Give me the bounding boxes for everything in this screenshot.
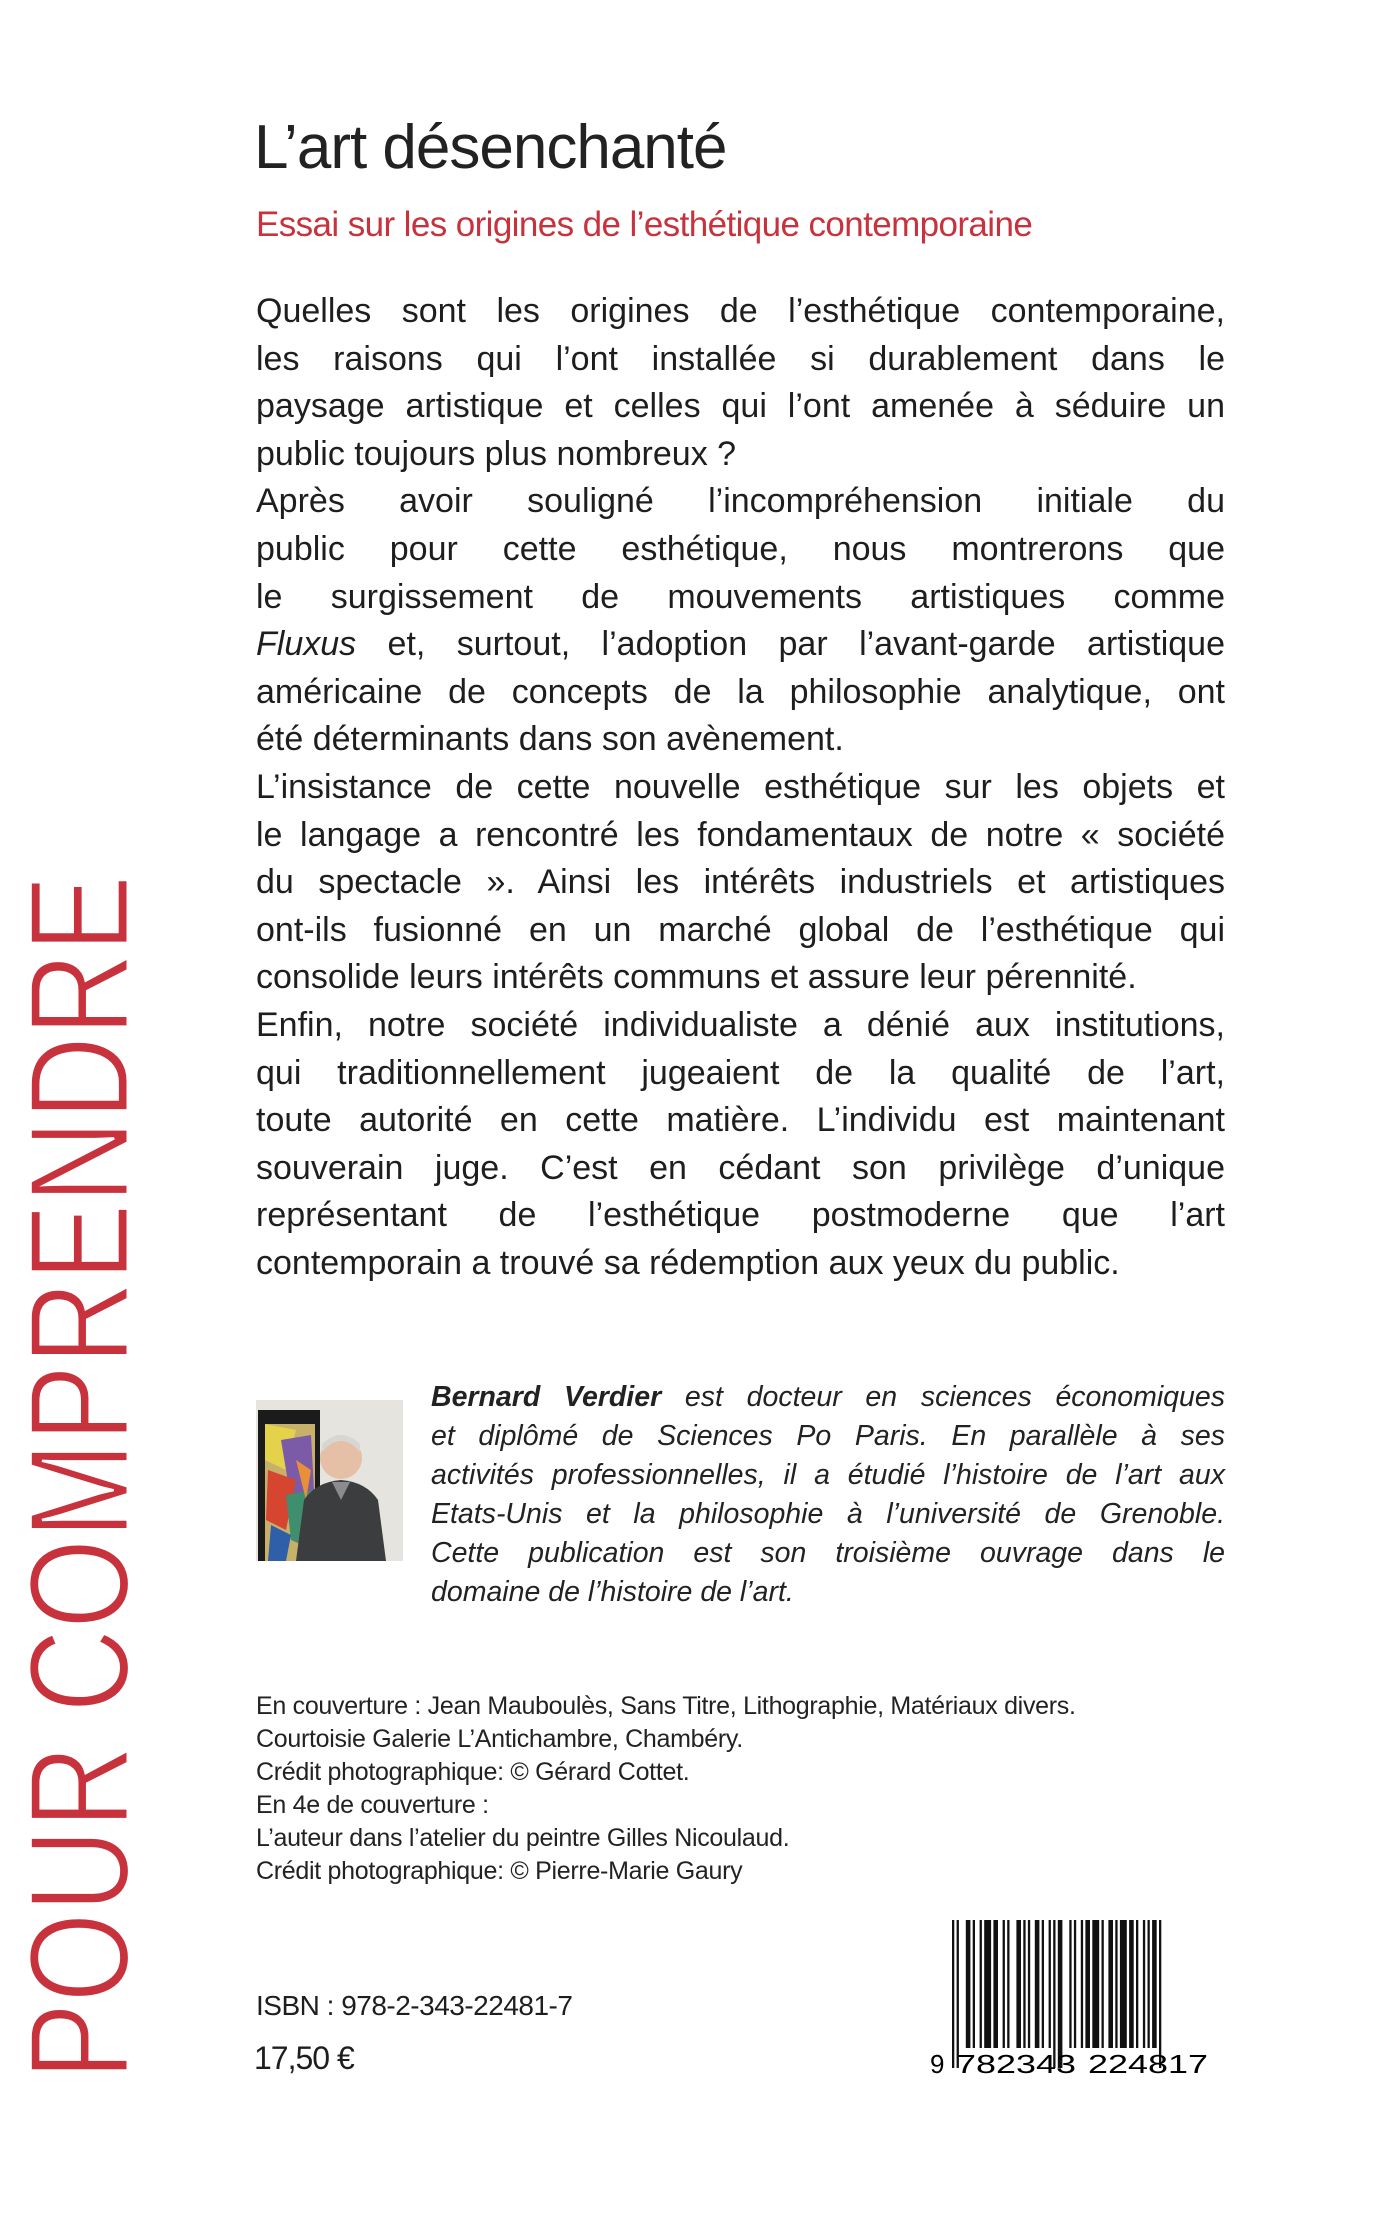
isbn: ISBN : 978-2-343-22481-7 xyxy=(256,1990,573,2021)
author-bio-line xyxy=(431,1417,1225,1456)
barcode-bar xyxy=(1074,1920,1076,2048)
author-bio-line xyxy=(431,1378,1225,1417)
barcode-bar xyxy=(1053,1920,1055,2068)
blurb-line xyxy=(256,1192,1225,1240)
author-bio-text: activités professionnelles, il a étudié l’histoire de l’art aux xyxy=(431,1459,1225,1491)
blurb-line xyxy=(256,621,1225,669)
blurb-text: représentant de l’esthétique postmoderne que l’art xyxy=(256,1196,1225,1235)
barcode-bar xyxy=(1129,1920,1134,2048)
author-bio xyxy=(431,1378,1225,1612)
barcode-bar xyxy=(973,1920,975,2048)
blurb-line xyxy=(256,812,1225,860)
credit-line: L’auteur dans l’atelier du peintre Gilles Nicoulaud. xyxy=(256,1824,790,1852)
blurb-text: le langage a rencontré les fondamentaux de notre « société xyxy=(256,815,1225,854)
barcode-bar xyxy=(980,1920,982,2048)
barcode-bar xyxy=(1120,1920,1127,2048)
barcode-digits-left: 782343 xyxy=(956,2049,1076,2079)
blurb-text: les raisons qui l’ont installée si durablement dans le xyxy=(256,339,1225,378)
blurb-line xyxy=(256,574,1225,622)
blurb-text: du spectacle ». Ainsi les intérêts industriels et artistiques xyxy=(256,863,1225,902)
barcode-digit-first: 9 xyxy=(930,2049,945,2079)
barcode-bar xyxy=(1028,1920,1030,2048)
blurb-text: public toujours plus nombreux ? xyxy=(256,434,737,473)
barcode-bar xyxy=(993,1920,998,2048)
blurb-line xyxy=(256,716,1225,764)
blurb-line xyxy=(256,1240,1225,1288)
blurb-line xyxy=(256,859,1225,907)
blurb-text: contemporain a trouvé sa rédemption aux yeux du public. xyxy=(256,1243,1120,1282)
author-bio-text: et diplômé de Sciences Po Paris. En parallèle à ses xyxy=(431,1420,1225,1452)
blurb-text: Après avoir souligné l’incompréhension initiale du xyxy=(256,482,1225,521)
author-bio-line xyxy=(431,1495,1225,1534)
author-bio-text: est docteur en sciences économiques xyxy=(661,1381,1225,1413)
author-bio-line xyxy=(431,1573,1225,1612)
barcode-bar xyxy=(1152,1920,1157,2048)
blurb-text: toute autorité en cette matière. L’individu est maintenant xyxy=(256,1101,1225,1140)
blurb-text: L’insistance de cette nouvelle esthétique sur les objets et xyxy=(256,767,1225,806)
blurb-line xyxy=(256,1097,1225,1145)
author-photo xyxy=(256,1400,403,1561)
barcode-bar xyxy=(1069,1920,1071,2048)
blurb-line xyxy=(256,907,1225,955)
credit-line: Crédit photographique: © Pierre-Marie Gaury xyxy=(256,1857,743,1885)
barcode-digits-right: 224817 xyxy=(1088,2049,1208,2079)
barcode-bar xyxy=(1148,1920,1150,2048)
blurb-italic: Fluxus xyxy=(256,625,357,664)
barcode-bar xyxy=(1042,1920,1044,2048)
blurb-line xyxy=(256,1050,1225,1098)
blurb-text: été déterminants dans son avènement. xyxy=(256,720,844,759)
blurb-text: qui traditionnellement jugeaient de la qualité de l’art, xyxy=(256,1053,1225,1092)
blurb-line xyxy=(256,288,1225,336)
author-bio-text: domaine de l’histoire de l’art. xyxy=(431,1576,794,1608)
blurb-line xyxy=(256,431,1225,479)
barcode-bar xyxy=(1102,1920,1104,2048)
barcode-bar xyxy=(1143,1920,1145,2048)
book-subtitle: Essai sur les origines de l’esthétique contemporaine xyxy=(256,205,1033,244)
author-name: Bernard Verdier xyxy=(431,1381,662,1413)
author-bio-line xyxy=(431,1456,1225,1495)
barcode-bar xyxy=(1115,1920,1117,2048)
blurb-text: Enfin, notre société individualiste a dénié aux institutions, xyxy=(256,1005,1225,1044)
author-bio-text: Cette publication est son troisième ouvrage dans le xyxy=(431,1537,1225,1569)
blurb-line xyxy=(256,526,1225,574)
credit-line: En couverture : Jean Mauboulès, Sans Titre, Lithographie, Matériaux divers. xyxy=(256,1692,1076,1720)
barcode-bar xyxy=(957,1920,959,2068)
barcode-bar xyxy=(1108,1920,1113,2048)
price: 17,50 € xyxy=(254,2040,354,2076)
barcode-bar xyxy=(1092,1920,1099,2048)
credits xyxy=(256,1690,1076,1888)
book-title: L’art désenchanté xyxy=(254,113,727,182)
author-bio-text: Etats-Unis et la philosophie à l’université de Grenoble. xyxy=(431,1498,1225,1530)
barcode-bar xyxy=(966,1920,971,2048)
barcode-bar xyxy=(1049,1920,1051,2048)
blurb-line xyxy=(256,383,1225,431)
barcode-bar xyxy=(952,1920,954,2068)
barcode-bar xyxy=(1016,1920,1021,2048)
blurb xyxy=(256,288,1225,1287)
blurb-text: Quelles sont les origines de l’esthétique contemporaine, xyxy=(256,292,1225,330)
barcode-bar xyxy=(1035,1920,1040,2048)
barcode-bar xyxy=(1136,1920,1138,2048)
barcode xyxy=(930,1918,1230,2078)
barcode-bar xyxy=(1058,1920,1063,2068)
barcode-bar xyxy=(1003,1920,1005,2048)
barcode-bar xyxy=(1159,1920,1161,2068)
blurb-line xyxy=(256,478,1225,526)
credit-line: Courtoisie Galerie L’Antichambre, Chambéry. xyxy=(256,1725,743,1753)
blurb-line xyxy=(256,669,1225,717)
author-bio-line xyxy=(431,1534,1225,1573)
blurb-text: le surgissement de mouvements artistiques comme xyxy=(256,577,1225,616)
barcode-bar xyxy=(1085,1920,1090,2048)
barcode-bar xyxy=(1007,1920,1009,2048)
blurb-text: souverain juge. C’est en cédant son privilège d’unique xyxy=(256,1148,1225,1187)
blurb-text: américaine de concepts de la philosophie analytique, ont xyxy=(256,672,1225,711)
blurb-line xyxy=(256,764,1225,812)
barcode-bar xyxy=(984,1920,991,2048)
blurb-text: consolide leurs intérêts communs et assure leur pérennité. xyxy=(256,958,1137,997)
series-label xyxy=(0,604,159,2085)
blurb-line xyxy=(256,1145,1225,1193)
blurb-text: public pour cette esthétique, nous montrerons que xyxy=(256,529,1225,568)
blurb-line xyxy=(256,954,1225,1002)
series-text: POUR COMPRENDRE xyxy=(0,604,159,2080)
blurb-line xyxy=(256,336,1225,384)
barcode-bar xyxy=(1081,1920,1083,2048)
blurb-text: et, surtout, l’adoption par l’avant-garde artistique xyxy=(356,625,1225,664)
barcode-bar xyxy=(1023,1920,1025,2048)
credit-line: Crédit photographique: © Gérard Cottet. xyxy=(256,1758,690,1786)
credit-line: En 4e de couverture : xyxy=(256,1791,489,1819)
blurb-text: paysage artistique et celles qui l’ont amenée à séduire un xyxy=(256,387,1225,426)
blurb-text: ont-ils fusionné en un marché global de l’esthétique qui xyxy=(256,910,1225,949)
blurb-line xyxy=(256,1002,1225,1050)
